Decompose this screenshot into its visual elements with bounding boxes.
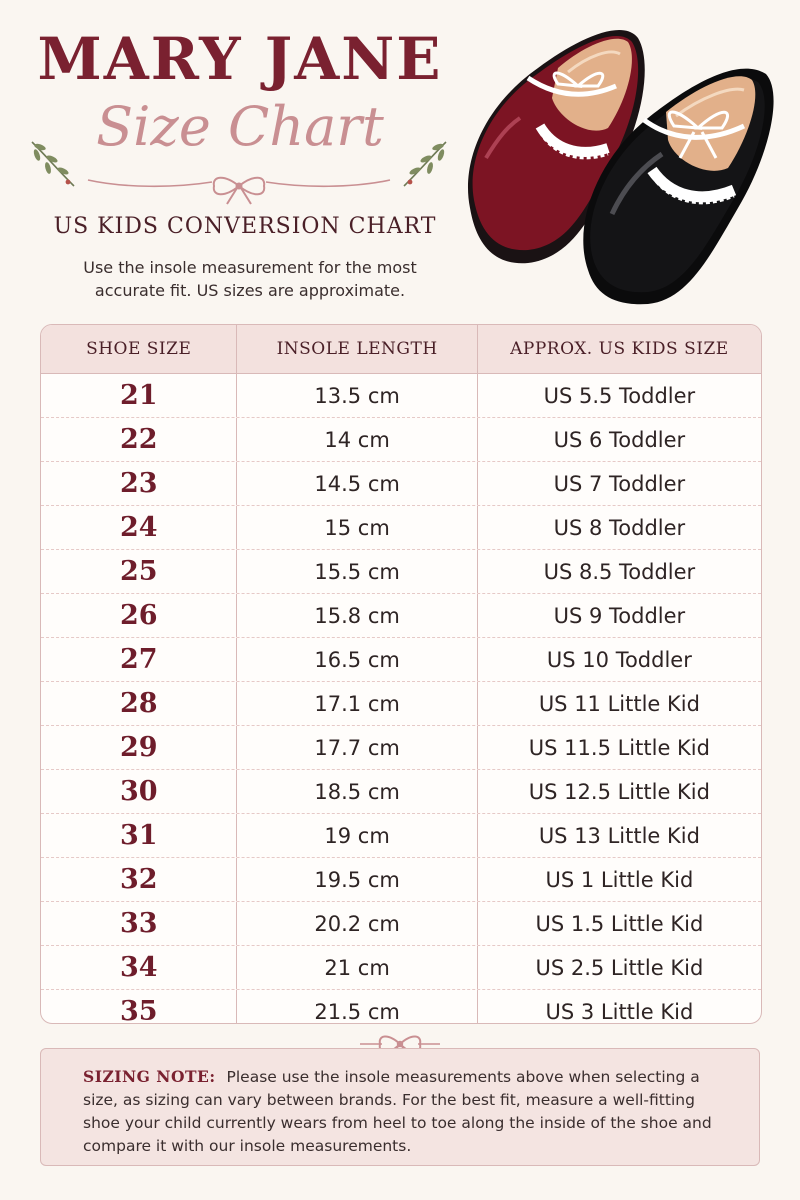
insole-length-cell: 19.5 cm [237, 858, 477, 901]
shoe-size-cell: 29 [41, 726, 237, 769]
shoe-size-cell: 33 [41, 902, 237, 945]
us-size-cell: US 1.5 Little Kid [535, 911, 704, 936]
insole-length-cell: 17.1 cm [237, 682, 477, 725]
insole-length-cell: 21 cm [237, 946, 477, 989]
insole-length-cell: 15 cm [237, 506, 477, 549]
table-row [41, 682, 761, 726]
sizing-note-label: SIZING NOTE: [83, 1067, 216, 1086]
table-row [41, 814, 761, 858]
table-row [41, 462, 761, 506]
insole-length-cell: 21.5 cm [237, 990, 477, 1024]
insole-length-cell: 15.5 cm [237, 550, 477, 593]
column-header-us-kids-size: APPROX. US KIDS SIZE [510, 339, 729, 359]
table-row [41, 902, 761, 946]
us-size-cell: US 8 Toddler [553, 515, 686, 540]
script-subtitle: Size Chart [96, 95, 384, 158]
us-size-cell: US 5.5 Toddler [543, 383, 696, 408]
us-size-cell: US 13 Little Kid [538, 823, 700, 848]
us-size-cell: US 11.5 Little Kid [528, 735, 710, 760]
table-row [41, 946, 761, 990]
us-size-cell: US 7 Toddler [553, 471, 686, 496]
insole-length-cell: 20.2 cm [237, 902, 477, 945]
size-conversion-table [40, 324, 762, 1024]
table-row [41, 726, 761, 770]
shoe-size-cell: 25 [41, 550, 237, 593]
page-title: MARY JANE [37, 25, 443, 93]
insole-length-cell: 15.8 cm [237, 594, 477, 637]
column-header-insole-length: INSOLE LENGTH [237, 325, 477, 373]
us-size-cell: US 12.5 Little Kid [528, 779, 710, 804]
insole-length-cell: 17.7 cm [237, 726, 477, 769]
intro-line: accurate fit. US sizes are approximate. [94, 281, 406, 300]
shoe-size-cell: 22 [41, 418, 237, 461]
insole-length-cell: 13.5 cm [237, 374, 477, 417]
us-size-cell: US 10 Toddler [546, 647, 692, 672]
table-row [41, 638, 761, 682]
insole-length-cell: 19 cm [237, 814, 477, 857]
intro-text [40, 256, 460, 302]
us-size-cell: US 3 Little Kid [545, 999, 694, 1024]
shoe-size-cell: 27 [41, 638, 237, 681]
shoe-size-cell: 24 [41, 506, 237, 549]
us-size-cell: US 8.5 Toddler [543, 559, 696, 584]
table-row [41, 858, 761, 902]
insole-length-cell: 18.5 cm [237, 770, 477, 813]
shoe-size-cell: 34 [41, 946, 237, 989]
shoe-size-cell: 32 [41, 858, 237, 901]
shoe-size-cell: 28 [41, 682, 237, 725]
column-header-shoe-size: SHOE SIZE [41, 325, 237, 373]
insole-length-cell: 16.5 cm [237, 638, 477, 681]
us-size-cell: US 2.5 Little Kid [535, 955, 704, 980]
mary-jane-shoes-illustration [448, 8, 784, 308]
table-row [41, 770, 761, 814]
table-row [41, 990, 761, 1024]
shoe-size-cell: 26 [41, 594, 237, 637]
leaf-sprig-icon [28, 138, 78, 190]
table-row [41, 506, 761, 550]
insole-length-cell: 14 cm [237, 418, 477, 461]
table-row [41, 418, 761, 462]
table-row [41, 374, 761, 418]
shoe-size-cell: 23 [41, 462, 237, 505]
sizing-note-text: Please use the insole measurements above when selecting a size, as sizing can vary between brands. For the best fit, measure a well-fitting shoe your child currently wears from heel to toe along the inside of the shoe and compare it with our insole measurements. [83, 1068, 712, 1155]
intro-line: Use the insole measurement for the most [83, 258, 417, 277]
insole-length-cell: 14.5 cm [237, 462, 477, 505]
table-header [41, 325, 761, 374]
us-size-cell: US 11 Little Kid [538, 691, 700, 716]
bow-icon [84, 168, 394, 208]
table-body [41, 374, 761, 1024]
shoe-size-cell: 35 [41, 990, 237, 1024]
us-size-cell: US 6 Toddler [553, 427, 686, 452]
us-size-cell: US 9 Toddler [553, 603, 686, 628]
us-size-cell: US 1 Little Kid [545, 867, 694, 892]
leaf-sprig-icon [400, 138, 450, 190]
table-row [41, 594, 761, 638]
chart-subtitle: US KIDS CONVERSION CHART [53, 214, 437, 239]
sizing-note [40, 1048, 760, 1166]
shoe-size-cell: 21 [41, 374, 237, 417]
shoe-size-cell: 30 [41, 770, 237, 813]
shoe-size-cell: 31 [41, 814, 237, 857]
table-row [41, 550, 761, 594]
